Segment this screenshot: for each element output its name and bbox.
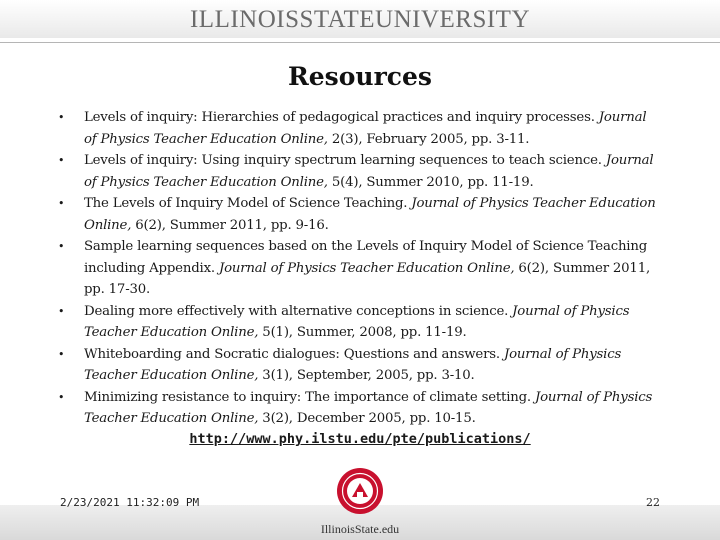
resource-item: [58, 301, 658, 344]
slide-datetime: 2/23/2021 11:32:09 PM: [60, 496, 200, 509]
resource-journal: Journal of Physics Teacher Education Online,: [84, 153, 654, 190]
site-footer-text: IllinoisState.edu: [320, 522, 400, 536]
resource-list: [58, 107, 658, 430]
bullet-icon: •: [58, 347, 65, 361]
resource-title: The Levels of Inquiry Model of Science Teaching.: [84, 196, 412, 211]
resource-item: [58, 236, 658, 301]
resource-item: [58, 150, 658, 193]
university-wordmark: ILLINOISSTATEUNIVERSITY: [189, 6, 530, 33]
resource-title: Levels of inquiry: Using inquiry spectrum learning sequences to teach science.: [84, 153, 606, 168]
resource-journal: Journal of Physics Teacher Education Online,: [84, 389, 653, 426]
resource-title: Sample learning sequences based on the Levels of Inquiry Model of Science Teaching including Appendix.: [84, 239, 648, 276]
resource-item: [58, 107, 658, 150]
resource-title: Levels of inquiry: Hierarchies of pedagogical practices and inquiry processes.: [84, 110, 599, 125]
resource-item: [58, 387, 658, 430]
resource-title: Whiteboarding and Socratic dialogues: Questions and answers.: [84, 346, 504, 362]
bullet-icon: •: [58, 390, 65, 404]
resource-journal: Journal of Physics Teacher Education Online,: [84, 346, 622, 383]
resource-item: [58, 344, 658, 387]
publications-link[interactable]: http://www.phy.ilstu.edu/pte/publications/: [189, 431, 531, 447]
resource-citation: 6(2), Summer 2011, pp. 17-30.: [84, 260, 650, 297]
resource-title: Minimizing resistance to inquiry: The importance of climate setting.: [84, 389, 535, 405]
bullet-icon: •: [58, 197, 65, 210]
header-divider: [0, 42, 720, 43]
bullet-icon: •: [58, 111, 65, 124]
resource-journal: Journal of Physics Teacher Education Online,: [84, 196, 656, 233]
resource-journal: Journal of Physics Teacher Education Online,: [84, 110, 647, 147]
resource-citation: 3(2), December 2005, pp. 10-15.: [258, 411, 476, 426]
resource-citation: 2(3), February 2005, pp. 3-11.: [327, 131, 530, 147]
slide-number: 22: [646, 496, 660, 509]
university-seal-icon: [335, 466, 385, 516]
slide-title: Resources: [288, 62, 432, 91]
resource-journal: Journal of Physics Teacher Education Online,: [84, 303, 630, 340]
resource-citation: 6(2), Summer 2011, pp. 9-16.: [131, 217, 329, 233]
bullet-icon: •: [58, 154, 65, 167]
resource-title: Dealing more effectively with alternative conceptions in science.: [84, 303, 513, 319]
resource-citation: 3(1), September, 2005, pp. 3-10.: [258, 368, 475, 383]
resource-citation: 5(4), Summer 2010, pp. 11-19.: [327, 174, 534, 190]
resource-citation: 5(1), Summer, 2008, pp. 11-19.: [258, 325, 467, 340]
bullet-icon: •: [58, 304, 65, 318]
resource-journal: Journal of Physics Teacher Education Online,: [218, 260, 515, 276]
resource-item: [58, 193, 658, 236]
bullet-icon: •: [58, 240, 65, 253]
